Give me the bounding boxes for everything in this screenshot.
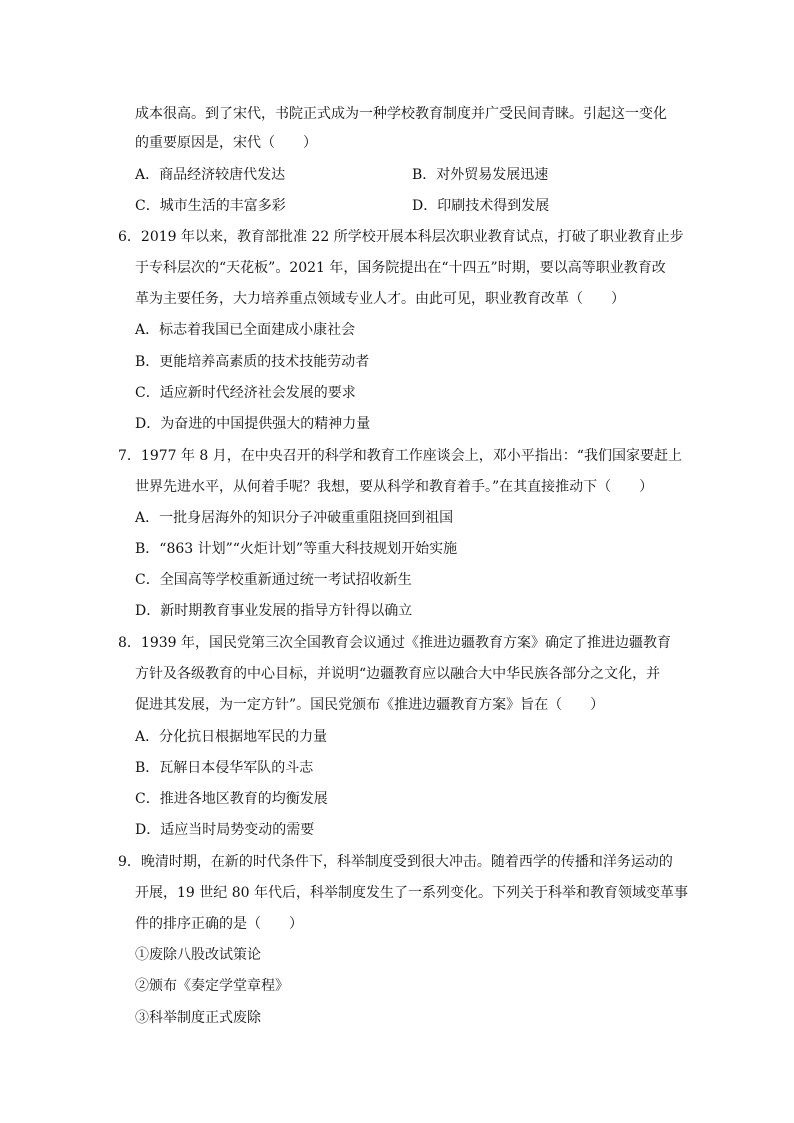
q6-option-d: D．为奋进的中国提供强大的精神力量 xyxy=(135,416,371,432)
q8-stem-line-1: 8．1939 年，国民党第三次全国教育会议通过《推进边疆教育方案》确定了推进边疆教育 xyxy=(118,635,671,651)
q5-option-a: A．商品经济较唐代发达 xyxy=(135,167,286,183)
q5-option-c: C．城市生活的丰富多彩 xyxy=(135,198,286,214)
q8-option-d: D．适应当时局势变动的需要 xyxy=(135,822,315,838)
q7-option-a: A．一批身居海外的知识分子冲破重重阻挠回到祖国 xyxy=(135,510,454,526)
q6-option-c: C．适应新时代经济社会发展的要求 xyxy=(135,385,356,401)
q9-item-3: ③科举制度正式废除 xyxy=(135,1010,261,1026)
q9-stem-line-2: 开展，19 世纪 80 年代后，科举制度发生了一系列变化。下列关于科举和教育领域变革事 xyxy=(135,885,688,901)
q6-option-b: B．更能培养高素质的技术技能劳动者 xyxy=(135,354,370,370)
q7-stem-line-1: 7．1977 年 8 月，在中央召开的科学和教育工作座谈会上，邓小平指出：“我们国家要赶上 xyxy=(118,448,682,464)
q8-stem-line-2: 方针及各级教育的中心目标，并说明“边疆教育应以融合大中华民族各部分之文化，并 xyxy=(135,666,661,682)
q8-option-a: A．分化抗日根据地军民的力量 xyxy=(135,729,328,745)
q6-stem-line-1: 6．2019 年以来，教育部批准 22 所学校开展本科层次职业教育试点，打破了职业教育止步 xyxy=(118,229,684,245)
q9-item-1: ①废除八股改试策论 xyxy=(135,947,261,963)
q6-stem-line-3: 革为主要任务，大力培养重点领域专业人才。由此可见，职业教育改革（ ） xyxy=(135,291,625,307)
q7-option-b: B．“863 计划”“火炬计划”等重大科技规划开始实施 xyxy=(135,541,458,557)
q7-option-c: C．全国高等学校重新通过统一考试招收新生 xyxy=(135,572,412,588)
q7-stem-line-2: 世界先进水平，从何着手呢？我想，要从科学和教育着手。”在其直接推动下（ ） xyxy=(135,479,654,495)
q5-stem-line-2: 的重要原因是，宋代（ ） xyxy=(135,135,317,151)
q9-stem-line-3: 件的排序正确的是（ ） xyxy=(135,916,303,932)
q8-stem-line-3: 促进其发展，为一定方针”。国民党颁布《推进边疆教育方案》旨在（ ） xyxy=(135,697,605,713)
q5-option-b: B．对外贸易发展迅速 xyxy=(412,167,549,183)
q5-option-d: D．印刷技术得到发展 xyxy=(412,198,550,214)
q8-option-c: C．推进各地区教育的均衡发展 xyxy=(135,791,328,807)
q5-stem-line-1: 成本很高。到了宋代，书院正式成为一种学校教育制度并广受民间青睐。引起这一变化 xyxy=(135,106,667,122)
q6-stem-line-2: 于专科层次的“天花板”。2021 年，国务院提出在“十四五”时期，要以高等职业教育改 xyxy=(135,260,666,276)
q9-stem-line-1: 9．晚清时期，在新的时代条件下，科举制度受到很大冲击。随着西学的传播和洋务运动的 xyxy=(118,854,673,870)
q8-option-b: B．瓦解日本侵华军队的斗志 xyxy=(135,760,314,776)
q7-option-d: D．新时期教育事业发展的指导方针得以确立 xyxy=(135,603,413,619)
q9-item-2: ②颁布《奏定学堂章程》 xyxy=(135,978,289,994)
q6-option-a: A．标志着我国已全面建成小康社会 xyxy=(135,322,356,338)
